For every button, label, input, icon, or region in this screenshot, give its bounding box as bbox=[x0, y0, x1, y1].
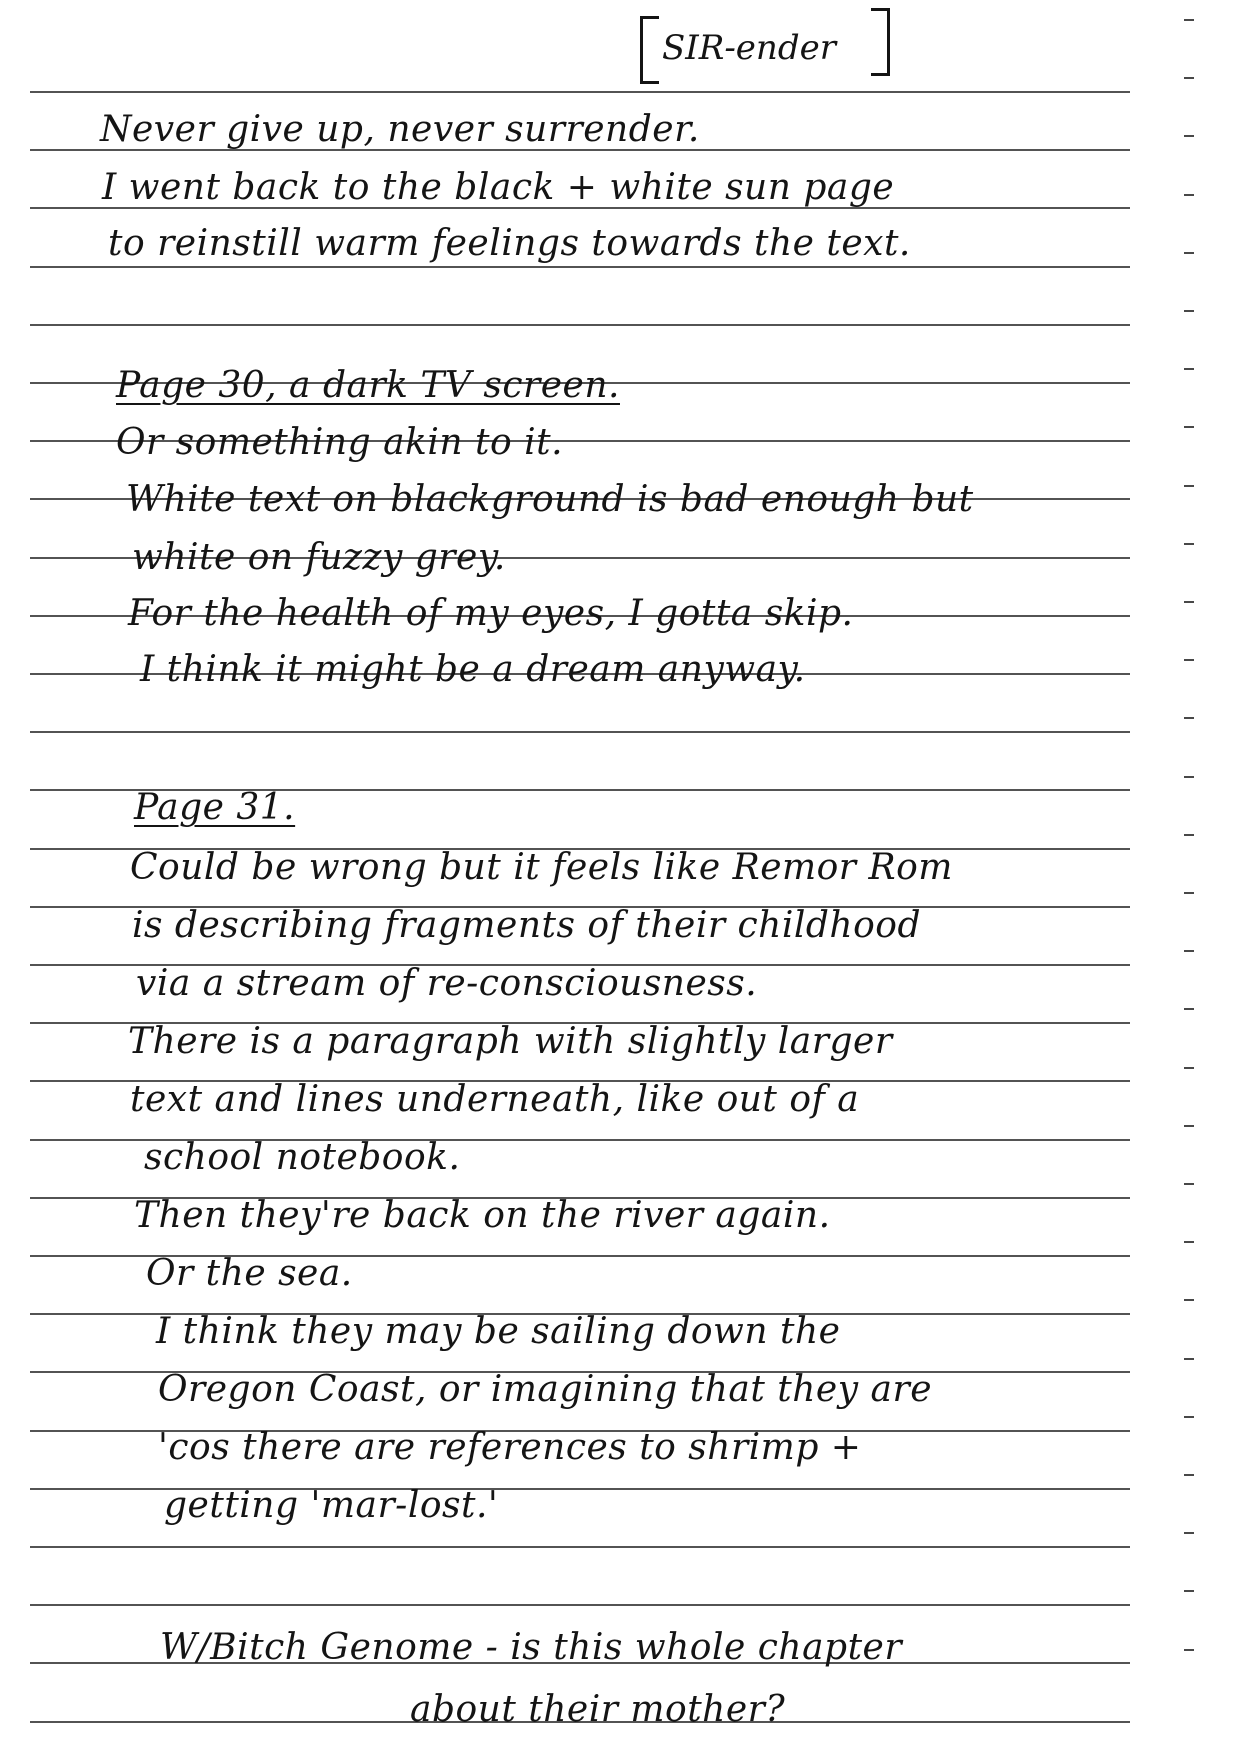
handwritten-line-19: I think they may be sailing down the bbox=[156, 1311, 841, 1352]
handwritten-line-11: Could be wrong but it feels like Remor Rom bbox=[130, 847, 953, 888]
heading-bracket-note bbox=[640, 14, 890, 84]
handwritten-line-5: Or something akin to it. bbox=[116, 422, 564, 463]
handwritten-line-24: about their mother? bbox=[410, 1689, 786, 1730]
handwritten-line-21: 'cos there are references to shrimp + bbox=[158, 1427, 862, 1468]
handwritten-line-12: is describing fragments of their childhood bbox=[132, 905, 921, 946]
handwritten-line-7: white on fuzzy grey. bbox=[132, 537, 506, 578]
handwritten-line-16: school notebook. bbox=[144, 1137, 461, 1178]
handwritten-line-23: W/Bitch Genome - is this whole chapter bbox=[160, 1627, 903, 1668]
handwritten-line-14: There is a paragraph with slightly larger bbox=[128, 1021, 893, 1062]
handwritten-line-17: Then they're back on the river again. bbox=[134, 1195, 831, 1236]
handwritten-line-13: via a stream of re-consciousness. bbox=[136, 963, 758, 1004]
handwritten-line-8: For the health of my eyes, I gotta skip. bbox=[128, 593, 854, 634]
page-31-heading: Page 31. bbox=[134, 787, 296, 828]
handwritten-line-6: White text on blackground is bad enough but bbox=[126, 479, 974, 520]
handwritten-line-15: text and lines underneath, like out of a bbox=[130, 1079, 860, 1120]
handwritten-line-3: to reinstill warm feelings towards the text. bbox=[108, 223, 911, 264]
handwritten-line-22: getting 'mar-lost.' bbox=[164, 1485, 499, 1526]
handwritten-line-18: Or the sea. bbox=[146, 1253, 353, 1294]
heading-note-text: SIR-ender bbox=[662, 28, 836, 68]
handwritten-line-20: Oregon Coast, or imagining that they are bbox=[158, 1369, 932, 1410]
left-bracket bbox=[640, 16, 659, 84]
right-bracket bbox=[871, 8, 890, 76]
page-30-heading: Page 30, a dark TV screen. bbox=[116, 365, 620, 406]
handwritten-line-2: I went back to the black + white sun page bbox=[102, 167, 895, 208]
handwritten-line-1: Never give up, never surrender. bbox=[100, 109, 700, 150]
handwritten-line-9: I think it might be a dream anyway. bbox=[140, 649, 806, 690]
